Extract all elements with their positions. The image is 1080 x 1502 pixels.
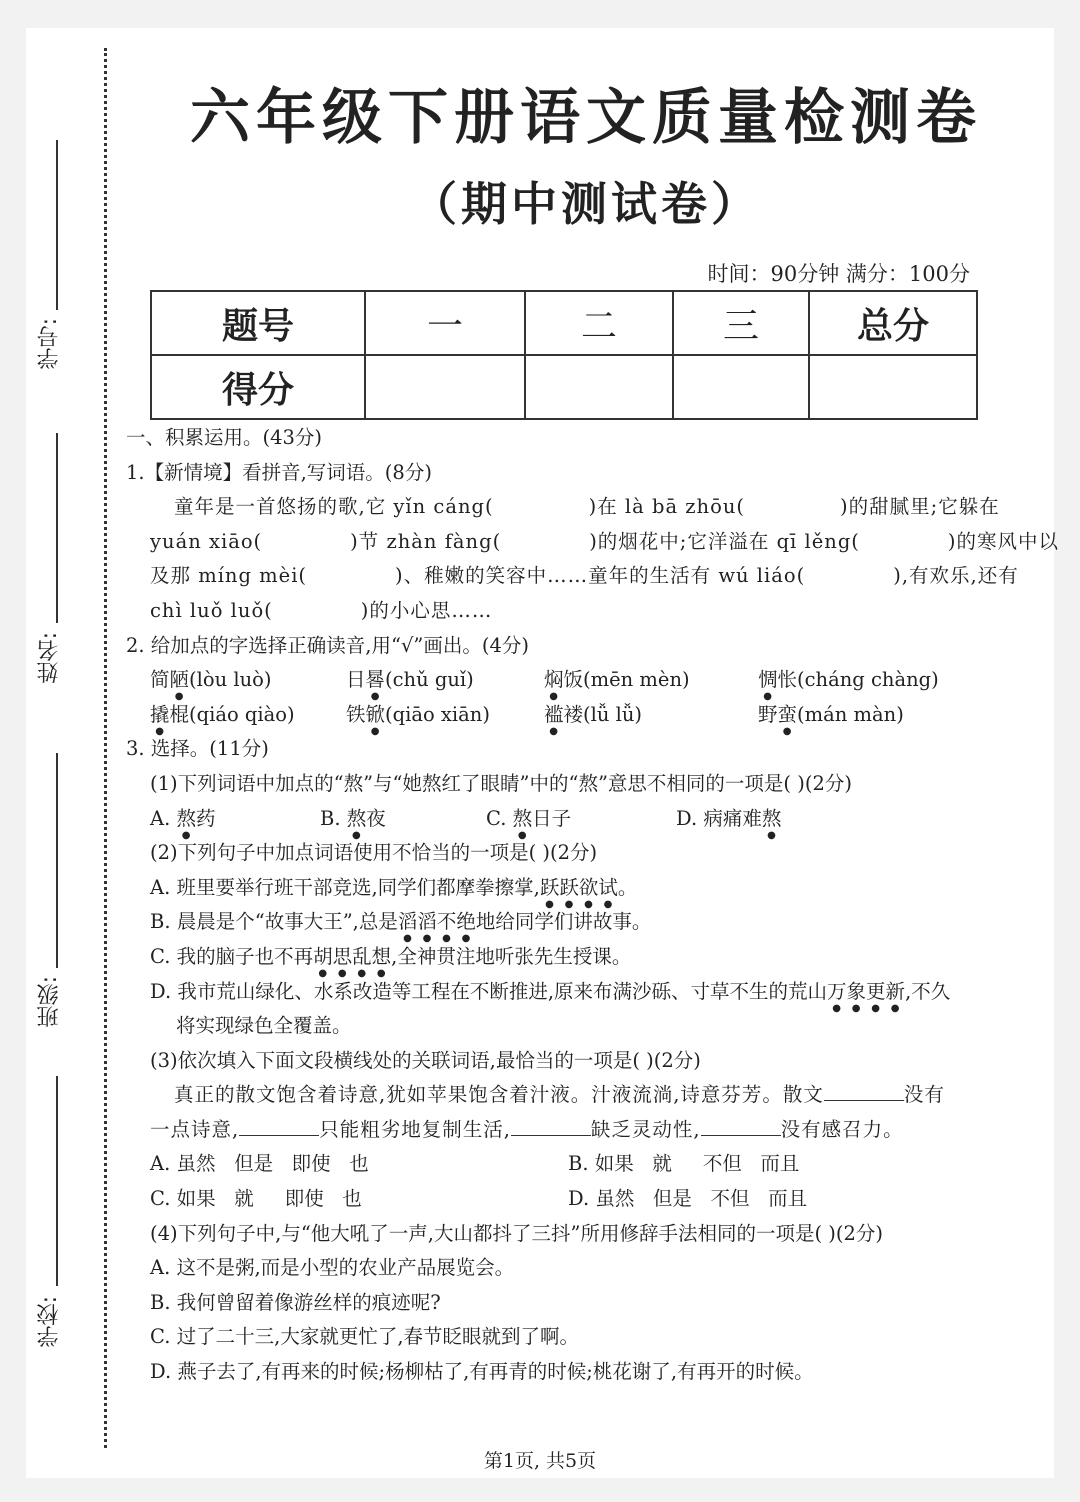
- option-c[interactable]: C. 如果 就 即使 也: [150, 1187, 362, 1211]
- option-d[interactable]: D. 虽然 但是 不但 而且: [568, 1187, 808, 1211]
- q3-1-question: (1)下列词语中加点的“熬”与“她熬红了眼睛”中的“熬”意思不相同的一项是( )(2分): [150, 771, 852, 795]
- option-d-continued: 将实现绿色全覆盖。: [176, 1014, 352, 1038]
- q1-text: )的甜腻里;它躲在: [840, 495, 1000, 519]
- q1-text: )、稚嫩的笑容中……童年的生活有 wú liáo(: [395, 564, 806, 588]
- exam-content: [126, 421, 1060, 1390]
- score-table: [150, 290, 978, 420]
- q1-text: )的烟花中;它洋溢在 qī lěng(: [589, 529, 860, 553]
- option-c[interactable]: C. 我的脑子也不再胡思乱想,全神贯注地听张先生授课。: [150, 944, 632, 968]
- q1-text: ),有欢乐,还有: [893, 564, 1019, 588]
- exam-title: 六年级下册语文质量检测卷: [190, 83, 982, 153]
- q2-item[interactable]: 铁锨(qiāo xiān): [346, 702, 490, 726]
- score-table-score-row: [151, 355, 977, 419]
- q1-text: yuán xiāo(: [150, 529, 263, 553]
- q2-row-1: [126, 663, 1026, 698]
- option-a[interactable]: A. 班里要举行班干部竞选,同学们都摩拳擦掌,跃跃欲试。: [150, 875, 638, 899]
- q1-text: 童年是一首悠扬的歌,它 yǐn cáng(: [174, 495, 494, 519]
- q3-prompt: 3. 选择。(11分): [126, 737, 269, 761]
- q3-3-options-row-2: [126, 1182, 1026, 1217]
- q2-prompt: 2. 给加点的字选择正确读音,用“√”画出。(4分): [126, 633, 529, 657]
- q1-line-1: [126, 490, 1026, 525]
- q2-item[interactable]: 撬棍(qiáo qiào): [150, 702, 295, 726]
- q2-row-2: [126, 698, 1026, 733]
- q1-text: )的寒风中以: [947, 529, 1060, 553]
- q2-item[interactable]: 日晷(chǔ guǐ): [346, 668, 474, 692]
- q3-2-question: (2)下列句子中加点词语使用不恰当的一项是( )(2分): [150, 841, 598, 865]
- score-cell-two[interactable]: [525, 355, 673, 419]
- header-total: 总分: [809, 291, 977, 355]
- option-d[interactable]: D. 燕子去了,有再来的时候;杨柳枯了,有再青的时候;桃花谢了,有再开的时候。: [150, 1360, 814, 1384]
- score-cell-total[interactable]: [809, 355, 977, 419]
- header-three: 三: [673, 291, 809, 355]
- option-a[interactable]: A. 这不是粥,而是小型的农业产品展览会。: [150, 1256, 515, 1280]
- student-id-label: 学号:: [37, 318, 62, 370]
- q3-4-question: (4)下列句子中,与“他大吼了一声,大山都抖了三抖”所用修辞手法相同的一项是( )(2分): [150, 1221, 883, 1245]
- exam-time-score: 时间：90分钟 满分：100分: [707, 262, 970, 286]
- q3-3-passage-1: 真正的散文饱含着诗意,犹如苹果饱含着汁液。汁液流淌,诗意芬芳。散文 没有: [126, 1078, 1026, 1113]
- q2-item[interactable]: 野蛮(mán màn): [758, 702, 904, 726]
- class-label: 班级:: [37, 976, 62, 1028]
- school-line: [56, 1076, 58, 1286]
- option-d[interactable]: D. 我市荒山绿化、水系改造等工程在不断推进,原来布满沙砾、寸草不生的荒山万象更新,不久: [150, 979, 951, 1003]
- name-label: 姓名:: [37, 632, 62, 684]
- fill-blank[interactable]: [701, 1115, 781, 1136]
- header-two: 二: [525, 291, 673, 355]
- option-b[interactable]: B. 晨晨是个“故事大王”,总是滔滔不绝地给同学们讲故事。: [150, 910, 652, 934]
- header-tihao: 题号: [151, 291, 365, 355]
- school-label: 学校:: [37, 1296, 62, 1348]
- exam-subtitle: （期中测试卷）: [411, 177, 761, 231]
- q1-line-4: [126, 594, 1026, 629]
- q3-1-options: [126, 802, 1026, 837]
- page-footer: 第1页, 共5页: [483, 1450, 597, 1472]
- q1-text: )的小心思……: [360, 598, 493, 622]
- fill-blank[interactable]: [824, 1080, 904, 1101]
- q2-item[interactable]: 褴褛(lǚ lǚ): [544, 702, 643, 726]
- score-table-header-row: [151, 291, 977, 355]
- q2-item[interactable]: 简陋(lòu luò): [150, 668, 272, 692]
- q3-3-passage-2: 一点诗意, 只能粗劣地复制生活, 缺乏灵动性, 没有感召力。: [126, 1113, 1026, 1148]
- q3-3-question: (3)依次填入下面文段横线处的关联词语,最恰当的一项是( )(2分): [150, 1048, 701, 1072]
- option-d[interactable]: D. 病痛难熬: [676, 806, 782, 830]
- score-cell-one[interactable]: [365, 355, 525, 419]
- class-line: [56, 753, 58, 968]
- option-a[interactable]: A. 虽然 但是 即使 也: [150, 1152, 369, 1176]
- cut-line: [104, 48, 107, 1448]
- q1-text: )在 là bā zhōu(: [588, 495, 746, 519]
- q1-text: )节 zhàn fàng(: [350, 529, 502, 553]
- q1-text: chì luǒ luǒ(: [150, 598, 273, 622]
- option-c[interactable]: C. 过了二十三,大家就更忙了,春节眨眼就到了啊。: [150, 1325, 580, 1349]
- q1-prompt: 1.【新情境】看拼音,写词语。(8分): [126, 460, 432, 484]
- option-c[interactable]: C. 熬日子: [486, 806, 572, 830]
- option-a[interactable]: A. 熬药: [150, 806, 216, 830]
- binding-margin: [26, 28, 126, 1478]
- name-line: [56, 433, 58, 623]
- q3-3-options-row-1: [126, 1147, 1026, 1182]
- q2-item[interactable]: 焖饭(mēn mèn): [544, 668, 690, 692]
- score-cell-three[interactable]: [673, 355, 809, 419]
- student-id-line: [56, 140, 58, 310]
- row-label-defen: 得分: [151, 355, 365, 419]
- fill-blank[interactable]: [239, 1115, 319, 1136]
- section-one-heading: 一、积累运用。(43分): [126, 426, 323, 449]
- header-one: 一: [365, 291, 525, 355]
- q1-text: 及那 míng mèi(: [150, 564, 308, 588]
- q1-line-2: [126, 525, 1060, 560]
- q1-line-3: [126, 559, 1026, 594]
- option-b[interactable]: B. 如果 就 不但 而且: [568, 1152, 800, 1176]
- exam-page: [26, 28, 1060, 1478]
- q2-item[interactable]: 惆怅(cháng chàng): [758, 668, 939, 692]
- fill-blank[interactable]: [511, 1115, 591, 1136]
- option-b[interactable]: B. 熬夜: [320, 806, 386, 830]
- option-b[interactable]: B. 我何曾留着像游丝样的痕迹呢?: [150, 1290, 441, 1314]
